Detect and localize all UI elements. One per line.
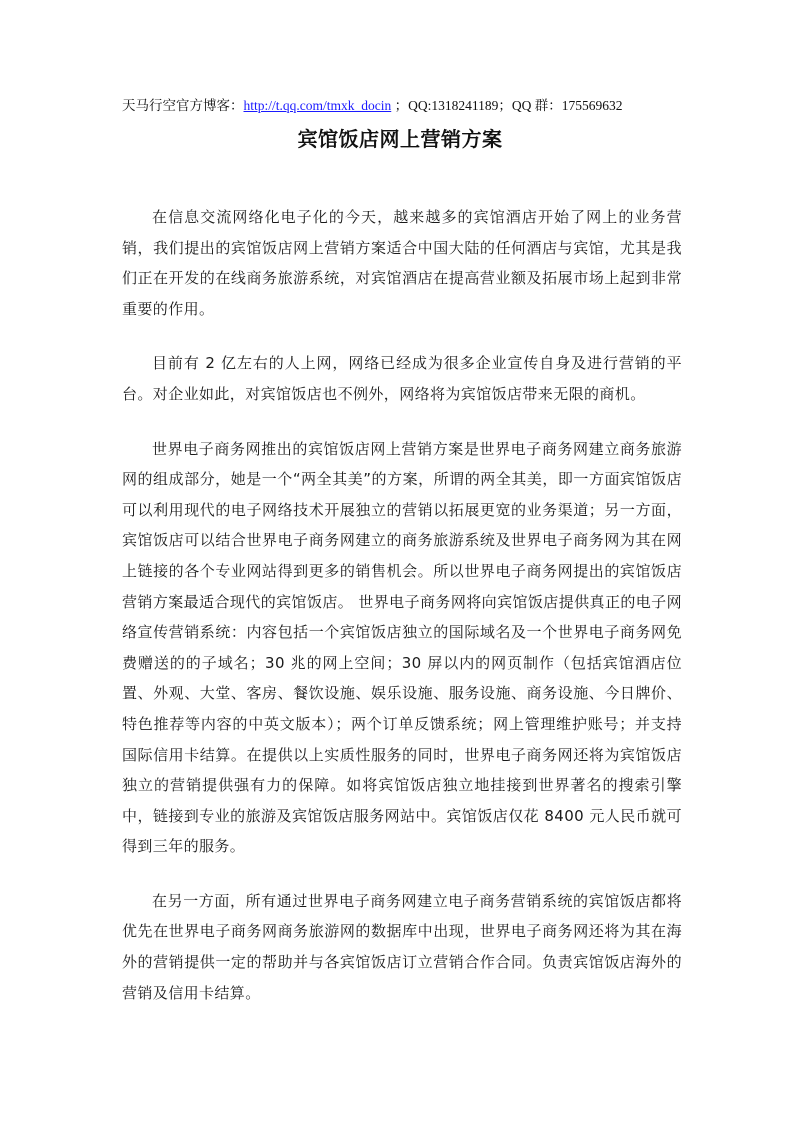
blog-link[interactable]: http://t.qq.com/tmxk_docin xyxy=(243,98,392,113)
document-body xyxy=(122,202,682,1032)
paragraph-4: 在另一方面，所有通过世界电子商务网建立电子商务营销系统的宾馆饭店都将优先在世界电子商务网商务旅游网的数据库中出现，世界电子商务网还将为其在海外的营销提供一定的帮助并与各宾馆饭店订立营销合作合同。负责宾馆饭店海外的营销及信用卡结算。 xyxy=(122,891,682,1002)
header-line xyxy=(122,96,722,116)
header-contact: ；QQ:1318241189；QQ 群：175569632 xyxy=(391,98,623,113)
header-prefix: 天马行空官方博客： xyxy=(122,98,244,113)
paragraph-2: 目前有 2 亿左右的人上网，网络已经成为很多企业宣传自身及进行营销的平台。对企业如此，对宾馆饭店也不例外，网络将为宾馆饭店带来无限的商机。 xyxy=(122,354,682,403)
paragraph-1: 在信息交流网络化电子化的今天，越来越多的宾馆酒店开始了网上的业务营销，我们提出的宾馆饭店网上营销方案适合中国大陆的任何酒店与宾馆，尤其是我们正在开发的在线商务旅游系统，对宾馆酒店在提高营业额及拓展市场上起到非常重要的作用。 xyxy=(122,208,682,318)
paragraph-3: 世界电子商务网推出的宾馆饭店网上营销方案是世界电子商务网建立商务旅游网的组成部分，她是一个“两全其美”的方案，所谓的两全其美，即一方面宾馆饭店可以利用现代的电子网络技术开展独立的营销以拓展更宽的业务渠道；另一方面，宾馆饭店可以结合世界电子商务网建立的商务旅游系统及世界电子商务网为其在网上链接的各个专业网站得到更多的销售机会。所以世界电子商务网提出的宾馆饭店营销方案最适合现代的宾馆饭店。 世界电子商务网将向宾馆饭店提供真正的电子网络宣传营销系统：内容包括一个宾馆饭店独立的国际域名及一个世界电子商务网免费赠送的的子域名；30 兆的网上空间；30 屏以内的网页制作（包括宾馆酒店位置、外观、大堂、客房、餐饮设施、娱乐设施、服务设施、商务设施、今日牌价、特色推荐等内容的中英文版本）；两个订单反馈系统；网上管理维护账号；并支持国际信用卡结算。在提供以上实质性服务的同时，世界电子商务网还将为宾馆饭店独立的营销提供强有力的保障。如将宾馆饭店独立地挂接到世界著名的搜索引擎中，链接到专业的旅游及宾馆饭店服务网站中。宾馆饭店仅花 8400 元人民币就可得到三年的服务。 xyxy=(122,439,682,856)
page-title: 宾馆饭店网上营销方案 xyxy=(297,127,503,151)
